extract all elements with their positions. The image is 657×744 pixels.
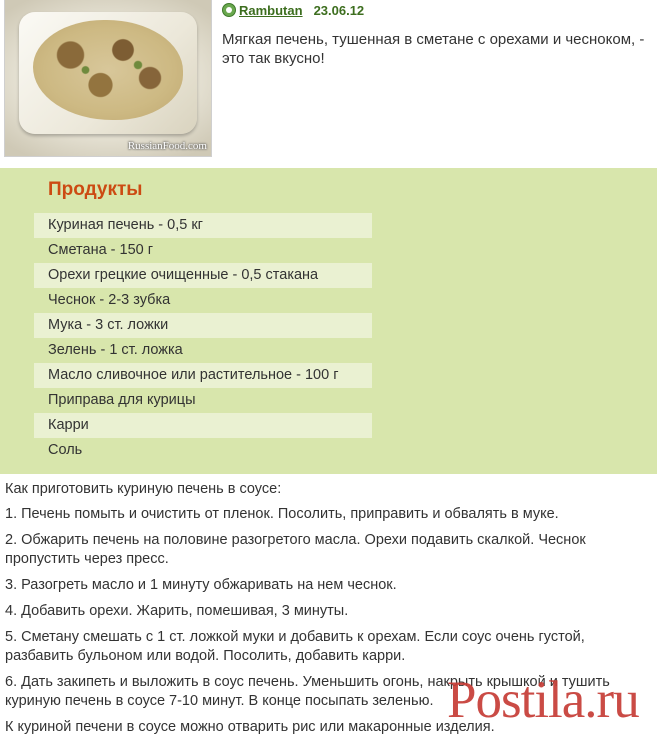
serving-note: К куриной печени в соусе можно отварить рис или макаронные изделия. [5, 719, 495, 735]
steps-title: Как приготовить куриную печень в соусе: [5, 481, 282, 497]
recipe-intro: Мягкая печень, тушенная в сметане с орехами и чесноком, - это так вкусно! [222, 31, 645, 67]
step-item: 2. Обжарить печень на половине разогретого масла. Орехи подавить скалкой. Чеснок пропустить через пресс. [5, 532, 586, 567]
step-item: 4. Добавить орехи. Жарить, помешивая, 3 минуты. [5, 603, 349, 619]
product-item: Зелень - 1 ст. ложка [48, 342, 183, 358]
product-item: Приправа для курицы [48, 392, 196, 408]
author-link[interactable]: Rambutan [239, 3, 303, 18]
author-line [222, 3, 364, 18]
product-item: Куриная печень - 0,5 кг [34, 213, 372, 238]
product-item: Соль [48, 442, 83, 458]
product-item: Масло сливочное или растительное - 100 г [34, 363, 372, 388]
step-item: 6. Дать закипеть и выложить в соус печень. Уменьшить огонь, накрыть крышкой и тушить куриную печень в соусе 7-10 минут. В конце посыпать зеленью. [5, 674, 610, 709]
postila-watermark: Postila.ru [447, 671, 639, 729]
recipe-header [0, 0, 657, 168]
products-list [34, 213, 372, 463]
product-item: Мука - 3 ст. ложки [34, 313, 372, 338]
products-section [0, 168, 657, 474]
product-item: Орехи грецкие очищенные - 0,5 стакана [34, 263, 372, 288]
product-item: Карри [34, 413, 372, 438]
step-item: 1. Печень помыть и очистить от пленок. Посолить, приправить и обвалять в муке. [5, 506, 559, 522]
recipe-steps [5, 480, 653, 744]
step-item: 5. Сметану смешать с 1 ст. ложкой муки и добавить к орехам. Если соус очень густой, разбавить бульоном или водой. Посолить, добавить карри. [5, 629, 585, 664]
product-item: Сметана - 150 г [48, 242, 154, 258]
products-title: Продукты [48, 179, 143, 200]
user-icon [222, 3, 236, 17]
product-item: Чеснок - 2-3 зубка [48, 292, 171, 308]
post-date: 23.06.12 [313, 3, 365, 18]
dish-photo[interactable] [4, 0, 212, 157]
photo-watermark: RussianFood.com [127, 140, 207, 152]
step-item: 3. Разогреть масло и 1 минуту обжаривать на нем чеснок. [5, 577, 397, 593]
